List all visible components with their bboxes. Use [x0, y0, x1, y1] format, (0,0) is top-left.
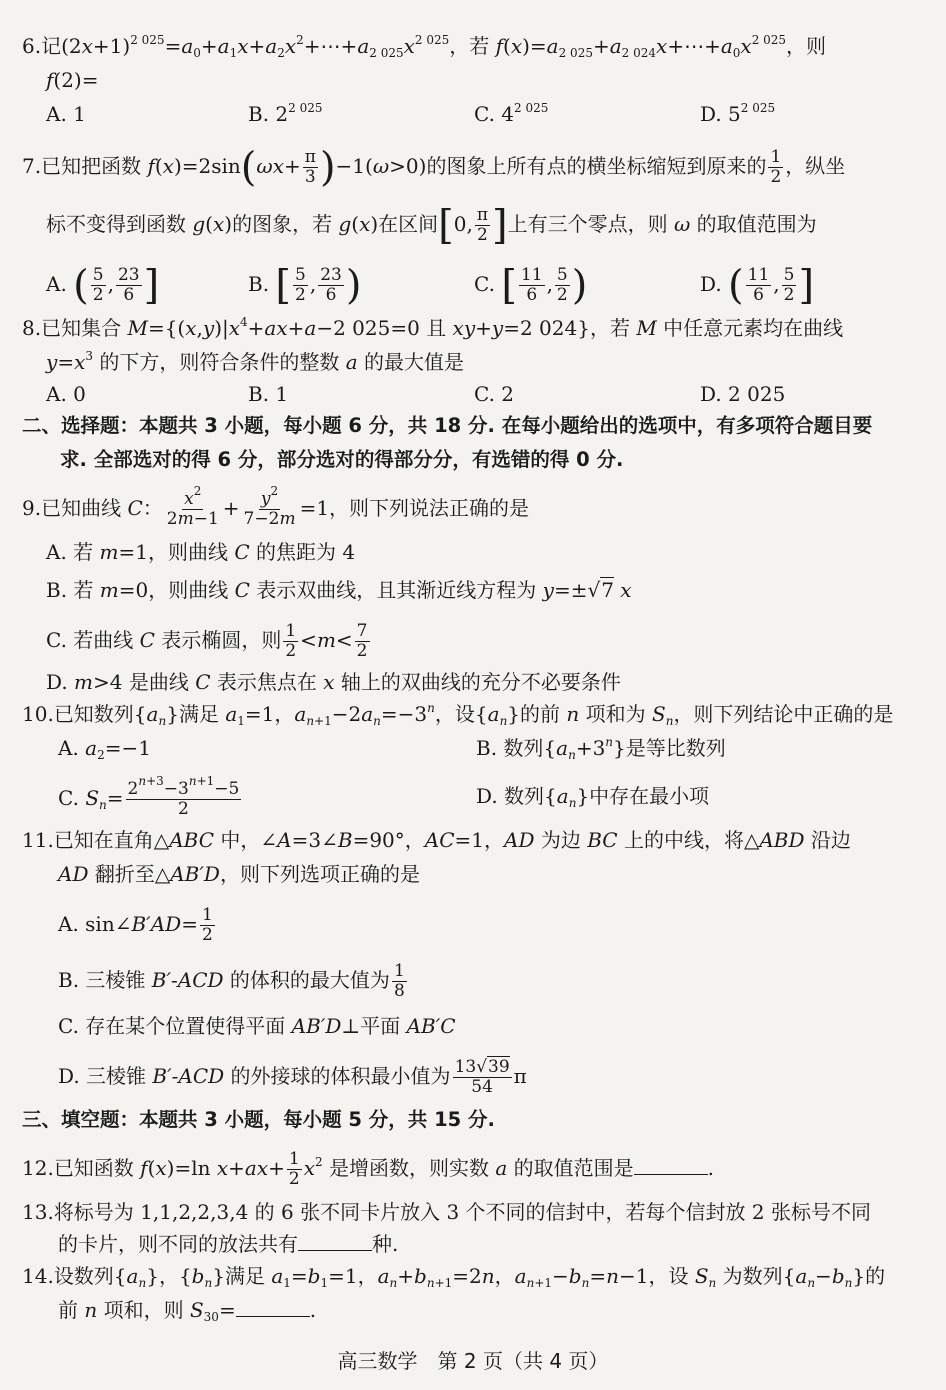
page-footer: 高三数学 第 2 页（共 4 页）	[337, 1349, 609, 1373]
q7-number: 7.	[22, 154, 42, 178]
q6-stem-line1: 6.记$(2x+1)^{2 025}=a_0+a_1x+a_2x^2+\cdots+a_{2 025}x^{2 025}$，若 $f(x)=a_{2 025}+a_{2 024}x+\cdots+a_0x^{2 025}$，则	[22, 33, 827, 60]
q6-stem-line2: f(2)=	[46, 68, 99, 92]
q14-number: 14.	[22, 1264, 54, 1288]
q13-stem-line1: 13.将标号为 1,1,2,2,3,4 的 6 张不同卡片放入 3 个不同的信封中，若每个信封放 2 张标号不同	[22, 1200, 871, 1224]
q13-stem-line2: 的卡片，则不同的放法共有 种.	[58, 1232, 399, 1256]
section-2-heading-cont: 求. 全部选对的得 6 分，部分选对的得部分分，有选错的得 0 分.	[60, 448, 624, 471]
q11-option-b: B. 三棱锥 B′-ACD 的体积的最大值为 $\frac{1}{8}$	[58, 961, 405, 1001]
q7-option-a: A. ( $\frac{5}{2}$ , $\frac{23}{6}$ ]	[46, 262, 160, 309]
q11-stem-line1: 11.已知在直角△ABC 中，∠A=3∠B=90°，AC=1，AD 为边 BC 上的中线，将△ABD 沿边	[22, 828, 851, 852]
q7-stem-line1: 7.已知把函数 f(x)=2sin(ωx+ $\frac{\pi}{3}$ )−1(ω>0)的图象上所有点的横坐标缩短到原来的 $\frac{1}{2}$ ，纵坐	[22, 144, 846, 191]
q6-option-d: D. $5^{2 025}$	[700, 101, 776, 126]
q8-option-a: A. 0	[46, 382, 86, 406]
q10-option-a: A. $a_2=-1$	[58, 736, 151, 762]
q8-option-d: D. 2 025	[700, 382, 786, 406]
q14-answer-blank	[236, 1298, 310, 1317]
q8-stem-line1: 8.已知集合 $M=\{(x,y)|x^4+ax+a-2$ 025=0 且 xy+y=2 024}，若 M 中任意元素均在曲线	[22, 315, 844, 340]
q13-number: 13.	[22, 1200, 54, 1224]
section-2-heading: 二、选择题：本题共 3 小题，每小题 6 分，共 18 分. 在每小题给出的选项中，有多项符合题目要	[22, 414, 873, 437]
q10-option-d: D. 数列$\{a_n\}$中存在最小项	[476, 784, 710, 810]
q8-number: 8.	[22, 316, 42, 340]
q7-option-b: B. [ $\frac{5}{2}$ , $\frac{23}{6}$ )	[248, 262, 362, 309]
q7-stem-line2: 标不变得到函数 g(x)的图象，若 g(x)在区间[0, $\frac{\pi}{2}$ ]上有三个零点，则 ω 的取值范围为	[46, 202, 817, 249]
q12-stem: 12.已知函数 f(x)=ln x+ax+ $\frac{1}{2}$ $x^2$ 是增函数，则实数 a 的取值范围是 .	[22, 1149, 715, 1189]
q12-answer-blank	[634, 1156, 708, 1175]
q7-option-d: D. ( $\frac{11}{6}$ , $\frac{5}{2}$ ]	[700, 262, 815, 309]
q14-stem-line1: 14.设数列$\{a_n\}$，$\{b_n\}$满足 $a_1=b_1=1$，$a_n+b_{n+1}=2n$，$a_{n+1}-b_n=n-1$，设 $S_n$ 为数列$\{a_n-b_n\}$的	[22, 1264, 886, 1290]
q10-stem: 10.已知数列$\{a_n\}$满足 $a_1=1$，$a_{n+1}-2a_n=-3^n$，设$\{a_n\}$的前 n 项和为 $S_n$，则下列结论中正确的是	[22, 701, 894, 728]
q14-stem-line2: 前 n 项和，则 $S_{30}=$ .	[58, 1298, 317, 1324]
q10-option-b: B. 数列$\{a_n+3^n\}$是等比数列	[476, 735, 726, 762]
section-3-heading: 三、填空题：本题共 3 小题，每小题 5 分，共 15 分.	[22, 1108, 495, 1131]
q8-stem-line2: $y=x^3$ 的下方，则符合条件的整数 a 的最大值是	[46, 349, 465, 374]
q9-option-a: A. 若 m=1，则曲线 C 的焦距为 4	[46, 540, 356, 564]
q6-number: 6.	[22, 34, 42, 58]
q11-option-a: A. sin∠B′AD= $\frac{1}{2}$	[58, 905, 213, 945]
q9-stem: 9.已知曲线 C： $\frac{x^2}{2m-1}$ + $\frac{y^2}{7-2m}$ =1，则下列说法正确的是	[22, 484, 530, 529]
q13-answer-blank	[298, 1232, 372, 1251]
q9-option-b: B. 若 m=0，则曲线 C 表示双曲线，且其渐近线方程为 y=±√7 x	[46, 578, 632, 602]
q11-option-d: D. 三棱锥 B′-ACD 的外接球的体积最小值为 $\frac{13√39}{54}$ π	[58, 1057, 527, 1097]
q6-option-a: A. 1	[46, 102, 86, 126]
q7-option-c: C. [ $\frac{11}{6}$ , $\frac{5}{2}$ )	[474, 262, 588, 309]
q9-option-d: D. m>4 是曲线 C 表示焦点在 x 轴上的双曲线的充分不必要条件	[46, 670, 621, 694]
q11-number: 11.	[22, 828, 54, 852]
q9-option-c: C. 若曲线 C 表示椭圆，则 $\frac{1}{2}$ <m< $\frac{7}{2}$	[46, 621, 368, 661]
q11-option-c: C. 存在某个位置使得平面 AB′D⊥平面 AB′C	[58, 1014, 456, 1038]
q10-option-c: C. $S_n=$ $\frac{2^{n+3}-3^{n+1}-5}{2}$	[58, 774, 240, 819]
q12-number: 12.	[22, 1156, 54, 1180]
q6-option-b: B. $2^{2 025}$	[248, 101, 323, 126]
q9-number: 9.	[22, 496, 42, 520]
q11-stem-line2: AD 翻折至△AB′D，则下列选项正确的是	[58, 862, 420, 886]
q6-option-c: C. $4^{2 025}$	[474, 101, 549, 126]
q8-option-c: C. 2	[474, 382, 515, 406]
q8-option-b: B. 1	[248, 382, 289, 406]
q10-number: 10.	[22, 702, 54, 726]
